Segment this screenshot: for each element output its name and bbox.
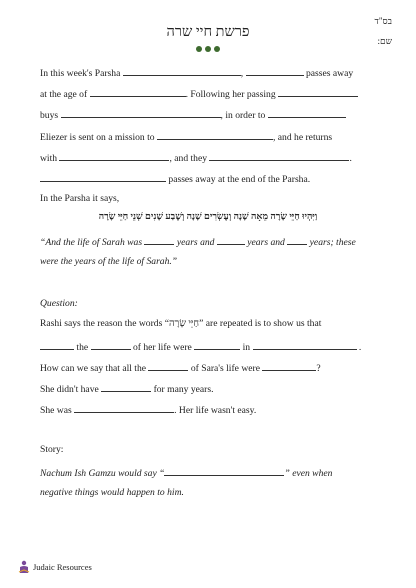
worksheet-line-7: In the Parsha it says, — [40, 193, 120, 204]
name-label: שם: — [377, 36, 392, 46]
text: ” even when — [284, 468, 333, 479]
answer-blank[interactable] — [61, 108, 221, 118]
text: with — [40, 153, 58, 164]
text: , and they — [169, 153, 208, 164]
text: years and — [247, 237, 285, 248]
answer-blank[interactable] — [74, 403, 174, 413]
title-dots — [196, 46, 220, 52]
pasuk-english-line-1 — [40, 235, 356, 249]
text: . Her life wasn't easy. — [174, 405, 257, 416]
worksheet-line-4 — [40, 130, 332, 144]
question-line-4 — [40, 382, 214, 396]
text: , in order to — [220, 110, 266, 121]
person-reading-icon — [18, 560, 30, 574]
decor-dot — [205, 46, 211, 52]
text: ? — [316, 363, 321, 374]
text: She was — [40, 405, 72, 416]
answer-blank[interactable] — [164, 466, 284, 476]
worksheet-line-2 — [40, 87, 358, 101]
answer-blank[interactable] — [209, 151, 349, 161]
text: at the age of — [40, 89, 88, 100]
text: Nachum Ish Gamzu would say “ — [40, 468, 165, 479]
answer-blank[interactable] — [253, 340, 357, 350]
text: . Following her passing — [185, 89, 276, 100]
text: How can we say that all the — [40, 363, 147, 374]
text: for many years. — [153, 384, 214, 395]
answer-blank[interactable] — [101, 382, 151, 392]
question-label: Question: — [40, 298, 78, 309]
text: “And the life of Sarah was — [40, 237, 143, 248]
answer-blank[interactable] — [91, 340, 131, 350]
text: years; these — [309, 237, 356, 248]
text: of her life were — [132, 342, 192, 353]
pasuk-english-line-2: were the years of the life of Sarah.” — [40, 256, 178, 267]
worksheet-line-6 — [40, 172, 310, 186]
page-title: פרשת חיי שרה — [166, 24, 250, 40]
worksheet-line-3 — [40, 108, 346, 122]
answer-blank[interactable] — [287, 235, 307, 245]
story-label: Story: — [40, 444, 64, 455]
worksheet-line-1: In this week's Parsha , passes away — [40, 68, 354, 79]
text: , and he returns — [272, 132, 333, 143]
text: . — [349, 153, 352, 164]
question-line-3 — [40, 361, 321, 375]
answer-blank[interactable] — [262, 361, 316, 371]
answer-blank[interactable] — [148, 361, 188, 371]
text: the — [76, 342, 89, 353]
answer-blank[interactable] — [90, 87, 186, 97]
text: Eliezer is sent on a mission to — [40, 132, 155, 143]
answer-blank[interactable] — [268, 108, 346, 118]
question-line-5 — [40, 403, 256, 417]
text: passes away at the end of the Parsha. — [168, 174, 311, 185]
text: She didn't have — [40, 384, 99, 395]
footer-logo — [18, 560, 30, 574]
answer-blank[interactable] — [144, 235, 174, 245]
bsd-mark: בס"ד — [374, 16, 392, 26]
decor-dot — [196, 46, 202, 52]
story-line-1 — [40, 466, 332, 480]
answer-blank[interactable] — [246, 66, 304, 76]
rashi-line: Rashi says the reason the words “חַיֵּי שָׂרָה” are repeated is to show us that — [40, 318, 322, 329]
question-line-2: the of her life were in . — [40, 340, 361, 354]
text: In this week's Parsha — [40, 68, 121, 79]
text: in — [242, 342, 251, 353]
story-line-2: negative things would happen to him. — [40, 487, 184, 498]
worksheet-line-5 — [40, 151, 352, 165]
text: of Sara's life were — [190, 363, 260, 374]
answer-blank[interactable] — [157, 130, 273, 140]
answer-blank[interactable] — [40, 172, 166, 182]
text: buys — [40, 110, 59, 121]
answer-blank[interactable] — [194, 340, 240, 350]
answer-blank[interactable] — [217, 235, 245, 245]
answer-blank[interactable] — [278, 87, 358, 97]
text: passes away — [305, 68, 354, 79]
footer-brand: Judaic Resources — [33, 562, 92, 572]
text: years and — [176, 237, 215, 248]
answer-blank[interactable] — [40, 340, 74, 350]
decor-dot — [214, 46, 220, 52]
answer-blank[interactable] — [59, 151, 169, 161]
pasuk-hebrew: וַיִּהְיוּ חַיֵּי שָׂרָה מֵאָה שָׁנָה וְעֶשְׂרִים שָׁנָה וְשֶׁבַע שָׁנִים שְׁנֵי חַיֵּי שָׂרָה — [98, 212, 318, 222]
answer-blank[interactable] — [123, 66, 241, 76]
